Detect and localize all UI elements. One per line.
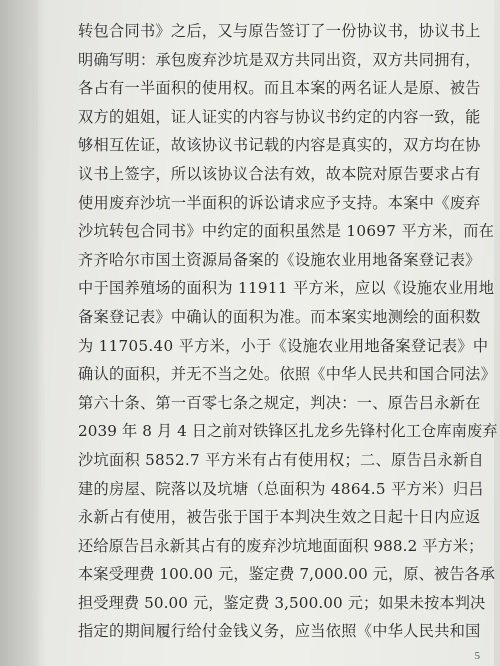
text-line: 为 11705.40 平方米，小于《设施农业用地备案登记表》中 [78, 336, 489, 355]
text-line: 本案受理费 100.00 元，鉴定费 7,000.00 元，原、被告各承 [78, 565, 496, 584]
text-line: 2039 年 8 月 4 日之前对铁锋区扎龙乡先锋村化工仓库南废弃 [78, 422, 498, 441]
text-line: 备案登记表》中确认的面积为准。而本案实地测绘的面积数 [78, 307, 481, 326]
text-line: 议书上签字，所以该协议合法有效，故本院对原告要求占有 [78, 164, 481, 183]
text-line: 中于国养殖场的面积为 11911 平方米，应以《设施农业用地 [78, 279, 495, 298]
page-fold-shadow [0, 0, 46, 666]
judgment-body-text [78, 17, 498, 646]
text-line: 双方的姐姐，证人证实的内容与协议书约定的内容一致，能 [78, 107, 481, 126]
page-number: 5 [474, 650, 480, 662]
text-line: 永新占有使用，被告张于国于本判决生效之日起十日内应返 [78, 508, 481, 527]
text-line: 齐齐哈尔市国土资源局备案的《设施农业用地备案登记表》 [78, 250, 481, 269]
text-line: 建的房屋、院落以及坑塘（总面积为 4864.5 平方米）归吕 [78, 479, 484, 498]
text-line: 够相互佐证，故该协议书记载的内容是真实的，双方均在协 [78, 136, 481, 155]
text-line: 使用废弃沙坑一半面积的诉讼请求应予支持。本案中《废弃 [78, 193, 481, 212]
text-line: 指定的期间履行给付金钱义务，应当依照《中华人民共和国 [78, 622, 481, 641]
text-line: 确认的面积，并无不当之处。依照《中华人民共和国合同法》 [78, 365, 497, 384]
text-line: 担受理费 50.00 元，鉴定费 3,500.00 元；如果未按本判决 [78, 593, 486, 612]
text-line: 明确写明：承包废弃沙坑是双方共同出资，双方共同拥有， [78, 50, 481, 69]
text-line: 沙坑转包合同书》中约定的面积虽然是 10697 平方米，而在 [78, 222, 495, 241]
text-line: 转包合同书》之后，又与原告签订了一份协议书，协议书上 [78, 22, 481, 40]
text-line: 第六十条、第一百零七条之规定，判决：一、原告吕永新在 [78, 393, 481, 412]
text-line: 还给原告吕永新其占有的废弃沙坑地面面积 988.2 平方米； [78, 536, 484, 555]
text-line: 沙坑面积 5852.7 平方米有占有使用权；二、原告吕永新自 [78, 450, 484, 469]
text-line: 各占有一半面积的使用权。而且本案的两名证人是原、被告 [78, 79, 481, 98]
